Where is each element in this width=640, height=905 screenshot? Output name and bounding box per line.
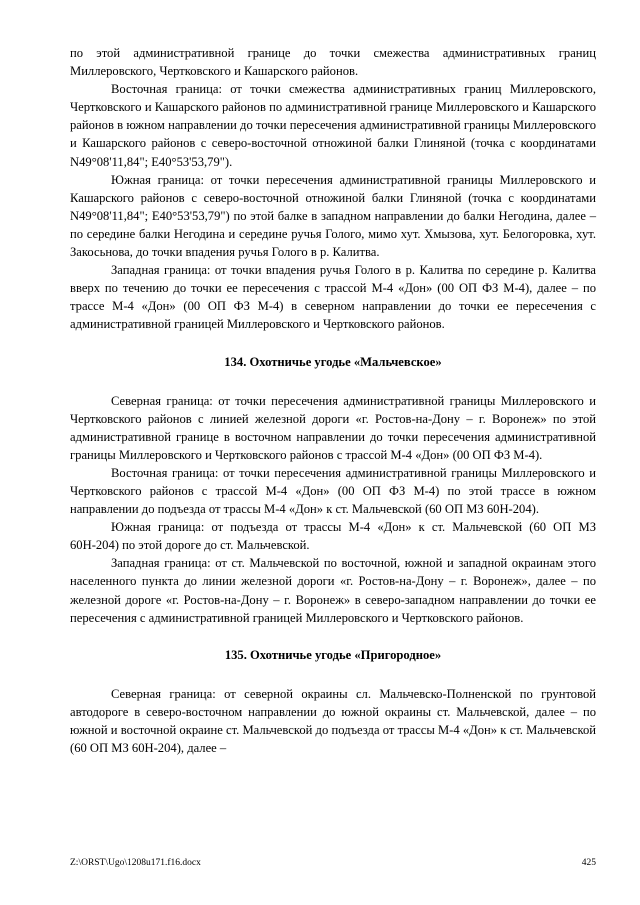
paragraph: Северная граница: от точки пересечения административной границы Миллеровского и Чертковского районов с линией железной дороги «г. Ростов-на-Дону – г. Воронеж» по этой административной границе в восточном направлении до точки пересечения административной границы Миллеровского и Чертковского районов с трассой М-4 «Дон» (00 ОП ФЗ М-4). — [70, 393, 596, 462]
paragraph: Южная граница: от подъезда от трассы М-4 «Дон» к ст. Мальчевской (60 ОП МЗ 60Н-204) по этой дороге до ст. Мальчевской. — [70, 520, 596, 553]
spacer — [70, 627, 596, 646]
paragraph: Северная граница: от северной окраины сл. Мальчевско-Полненской по грунтовой автодороге в северо-восточном направлении до южной окраины ст. Мальчевской, далее – по южной и восточной окраине ст. Мальчевской до подъезда от трассы М-4 «Дон» к ст. Мальчевской (60 ОП МЗ 60Н-204), далее – — [70, 686, 596, 755]
document-body — [70, 44, 596, 757]
paragraph: Южная граница: от точки пересечения административной границы Миллеровского и Кашарского районов с северо-восточной отножиной балки Глиняной (точка с координатами N49°08'11,84"; E40°53'53,79") по этой балке в западном направлении до балки Негодина, далее – по середине балки Негодина и середине ручья Голого, мимо хут. Хмызова, хут. Белогоровка, хут. Закосьнова, до точки впадения ручья Голого в р. Калитва. — [70, 172, 596, 260]
page-number: 425 — [581, 858, 596, 868]
paragraph: Западная граница: от ст. Мальчевской по восточной, южной и западной окраинам этого населенного пункта до линии железной дороги «г. Ростов-на-Дону – г. Воронеж», далее – по железной дороге «г. Ростов-на-Дону – г. Воронеж» в северо-западном направлении до точки ее пересечения с административной границей Миллеровского и Чертковского районов. — [70, 556, 596, 625]
spacer — [70, 334, 596, 353]
paragraph-group-135 — [70, 685, 596, 757]
section-heading-135: 135. Охотничье угодье «Пригородное» — [224, 647, 442, 662]
paragraph: Восточная граница: от точки смежества административных границ Миллеровского, Чертковского и Кашарского районов по административной границе Миллеровского и Кашарского районов в южном направлении до точки пересечения административной границы Миллеровского и Кашарского районов с северо-восточной отножиной балки Глиняной (точка с координатами N49°08'11,84"; E40°53'53,79"). — [70, 82, 596, 169]
paragraph-group-continuation — [70, 44, 596, 334]
page-footer — [70, 856, 596, 870]
paragraph: Западная граница: от точки впадения ручья Голого в р. Калитва по середине р. Калитва вверх по течению до точки ее пересечения с трассой М-4 «Дон» (00 ОП ФЗ М-4), далее – по трассе М-4 «Дон» (00 ОП ФЗ М-4) в северном направлении до точки ее пересечения с административной границей Миллеровского и Чертковского районов. — [70, 263, 596, 332]
spacer — [70, 664, 596, 685]
paragraph: по этой административной границе до точки смежества административных границ Миллеровского, Чертковского и Кашарского районов. — [70, 46, 596, 79]
paragraph-group-134 — [70, 392, 596, 627]
section-heading-134: 134. Охотничье угодье «Мальчевское» — [224, 354, 442, 369]
file-path: Z:\ORST\Ugo\1208u171.f16.docx — [70, 858, 201, 868]
paragraph: Восточная граница: от точки пересечения административной границы Миллеровского и Чертковского районов с трассой М-4 «Дон» (00 ОП ФЗ М-4) по этой трассе в южном направлении до подъезда от трассы М-4 «Дон» к ст. Мальчевской (60 ОП МЗ 60Н-204). — [70, 465, 596, 517]
spacer — [70, 371, 596, 392]
